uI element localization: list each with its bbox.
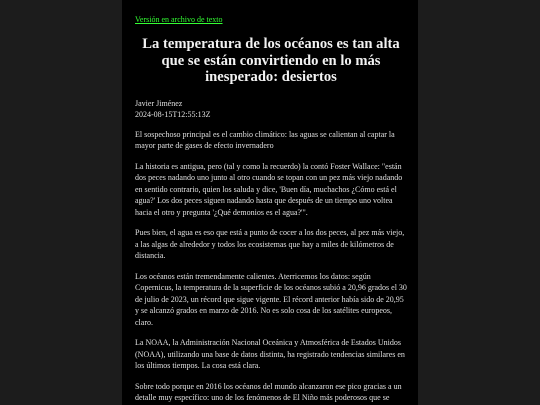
article-page (122, 0, 418, 405)
text-version-link[interactable]: Versión en archivo de texto (135, 15, 223, 24)
article-meta (135, 98, 407, 120)
article-paragraph: Pues bien, el agua es eso que está a punto de cocer a los dos peces, al pez más viejo, a las algas de alrededor y todos los ecosistemas que hay a miles de kilómetros de distancia. (135, 228, 405, 260)
article-paragraph: La historia es antigua, pero (tal y como la recuerdo) la contó Foster Wallace: "están dos peces nadando uno junto al otro cuando se topan con un pez más viejo nadando en sentido contrario, quien los saluda y dice, 'Buen día, muchachos ¿Cómo está el agua?' Los dos peces siguen nadando hasta que después de un tiempo uno voltea hacia el otro y pregunta '¿Qué demonios es el agua?'". (135, 161, 403, 217)
article-paragraph: Sobre todo porque en 2016 los océanos del mundo alcanzaron ese pico gracias a un detalle muy específico: uno de los fenómenos de El Niño más poderosos que se (135, 381, 402, 402)
article-content (135, 9, 407, 404)
article-paragraph: La NOAA, la Administración Nacional Oceánica y Atmosférica de Estados Unidos (NOAA), utilizando una base de datos distinta, ha registrado tendencias similares en los últimos tiempos. La cosa está clara. (135, 338, 405, 370)
article-paragraph: Los océanos están tremendamente calientes. Aterricemos los datos: según Copernicus, la temperatura de la superficie de los océanos subió a 20,96 grados el 30 de julio de 2023, un récord que sigue vigente. El récord anterior había sido de 20,95 y se alcanzó grados en marzo de 2016. No es solo cosa de los satélites europeos, claro. (135, 271, 407, 327)
author-name: Javier Jiménez (135, 98, 183, 108)
article-title: La temperatura de los océanos es tan alta que se están convirtiendo en lo más inesperado: desiertos (142, 36, 400, 85)
article-paragraph: El sospechoso principal es el cambio climático: las aguas se calientan al captar la mayor parte de gases de efecto invernadero (135, 129, 395, 150)
publish-timestamp: 2024-08-15T12:55:13Z (135, 109, 211, 119)
